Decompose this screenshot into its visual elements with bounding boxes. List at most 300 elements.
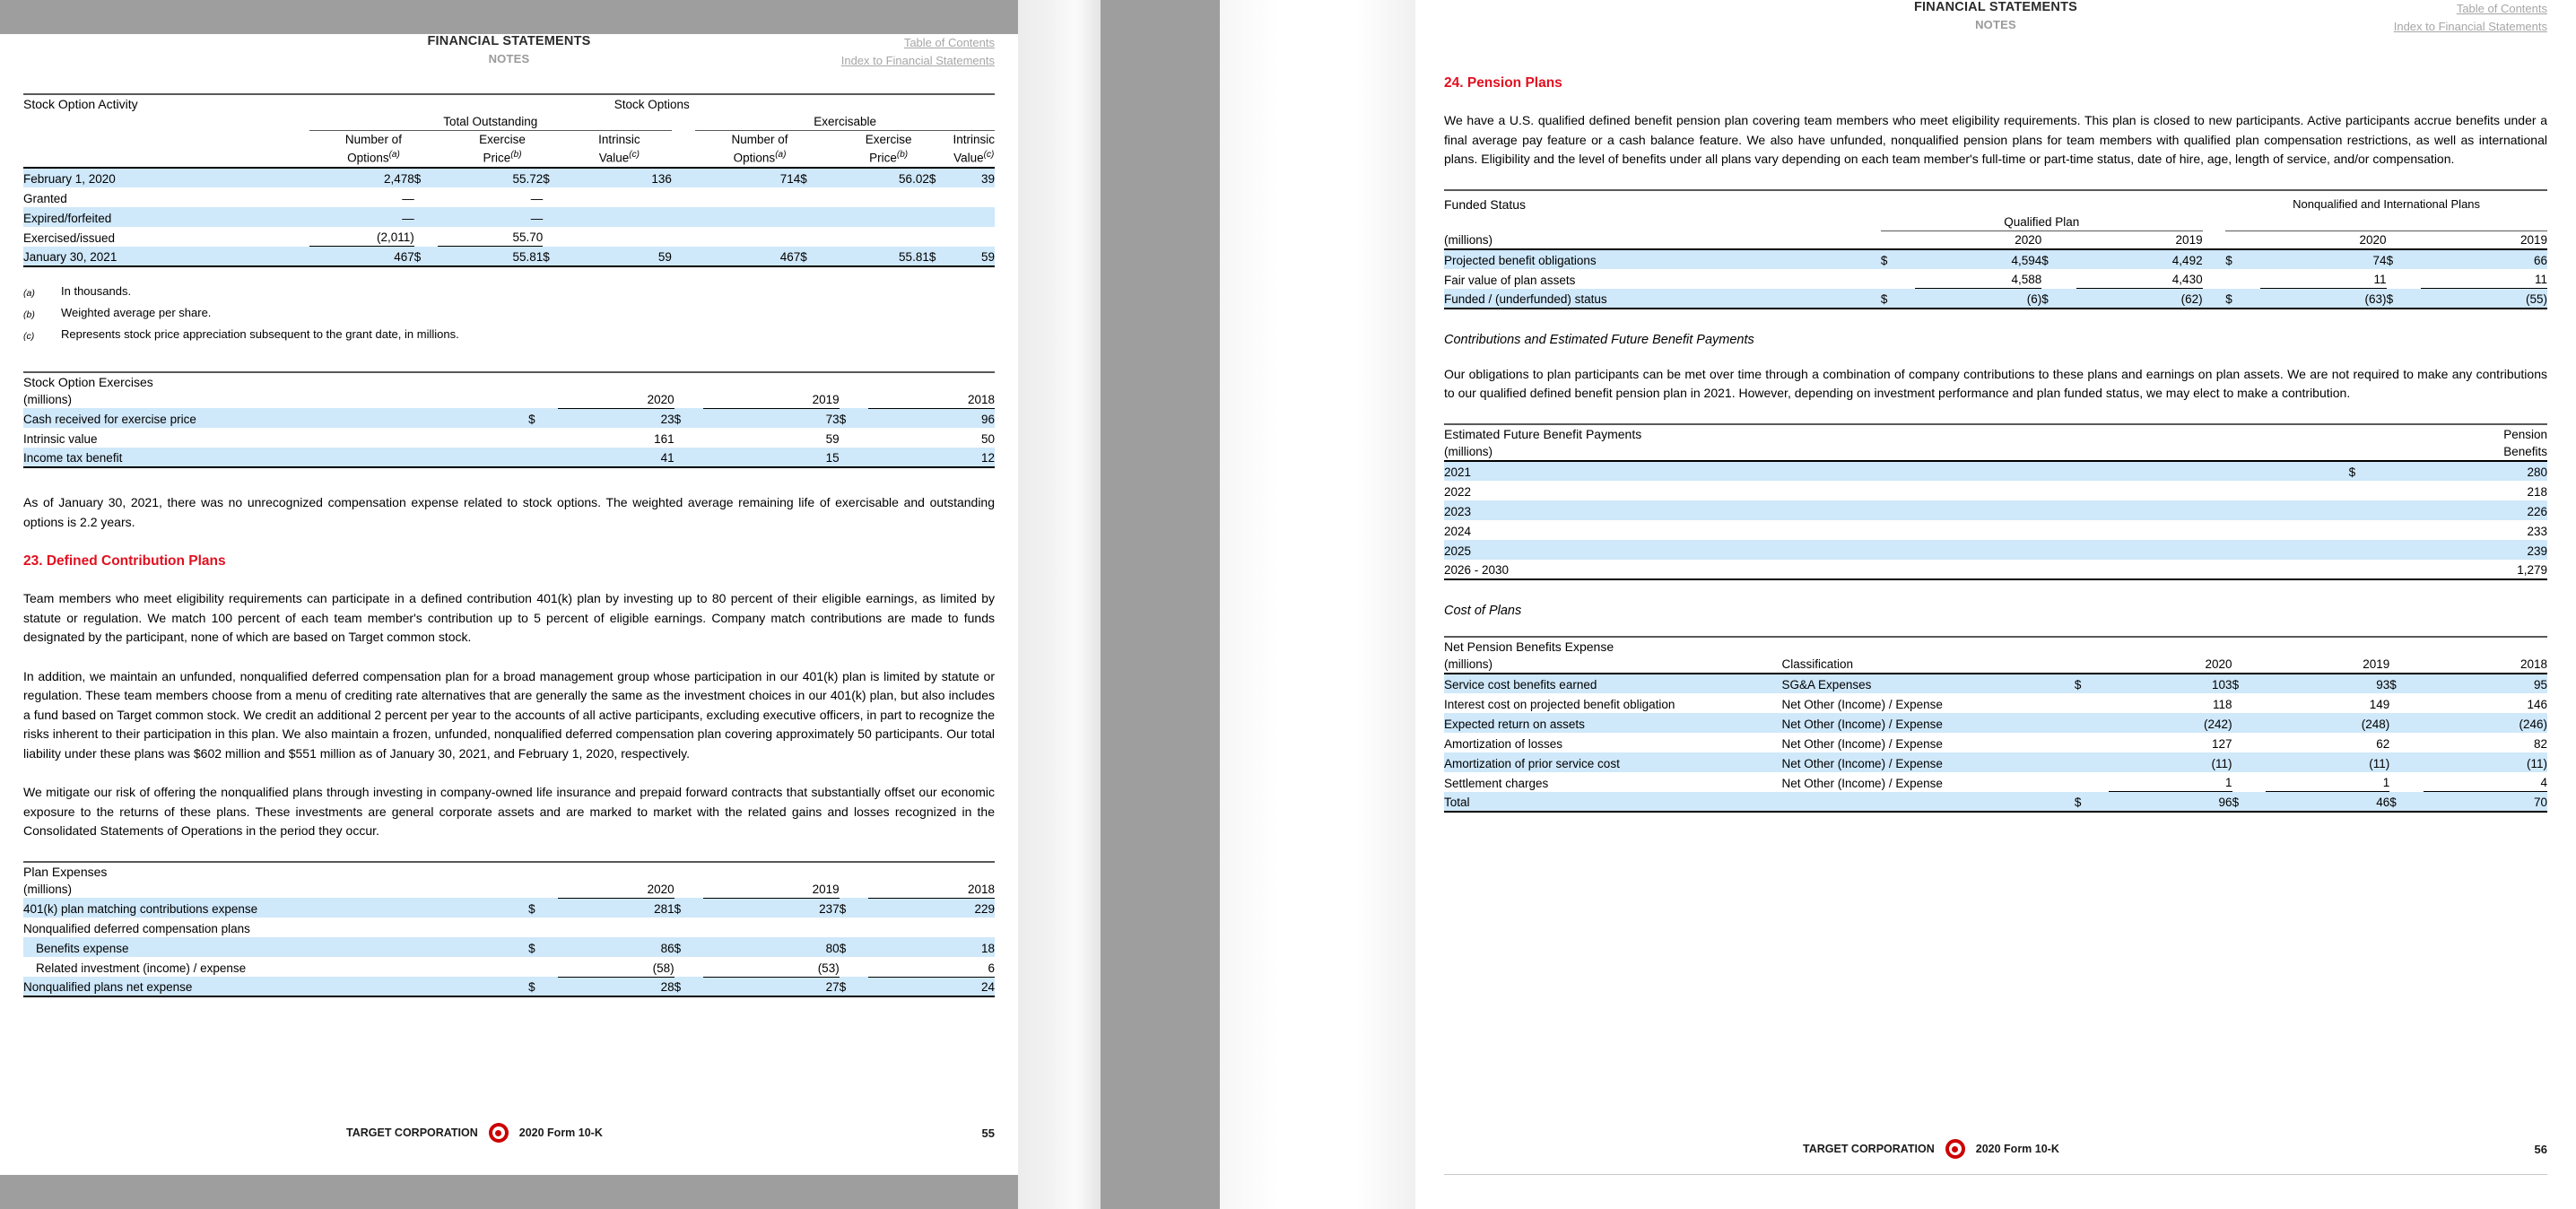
soe-header-row: [23, 391, 995, 409]
soa-row0-ex-price: 56.02: [824, 168, 929, 187]
soe-row0-sym2019: $: [674, 408, 703, 428]
footnote-text-c: Represents stock price appreciation subsequent to the grant date, in millions.: [61, 326, 459, 341]
npe-row2-v2020: (242): [2109, 713, 2232, 733]
fbp-row1-value: 218: [2527, 484, 2547, 499]
soa-row0-label: February 1, 2020: [23, 168, 291, 187]
table-row: [23, 428, 995, 448]
soe-year-2020: 2020: [558, 391, 674, 409]
soe-row1-v2018: 50: [980, 432, 995, 446]
soa-row2-label: Expired/forfeited: [23, 207, 291, 227]
pe-row2-v2019: 80: [703, 937, 840, 957]
npe-row4-v2019: (11): [2266, 752, 2389, 772]
fs-q-2020: 2020: [2015, 232, 2042, 247]
npe-row6-v2019: 46: [2266, 792, 2389, 812]
fs-row1-q20: 4,588: [1915, 269, 2041, 289]
fs-span-nonqualified: Nonqualified and International Plans: [2293, 196, 2481, 211]
pe-row0-v2019: 237: [703, 898, 840, 918]
pane-separator: [1220, 0, 1415, 1209]
npe-row6-classification: [1782, 792, 2075, 812]
table-row: [1444, 560, 2547, 579]
table-row: [1444, 461, 2547, 481]
pe-row4-v2020: 28: [558, 977, 674, 996]
table-row: [1444, 792, 2547, 812]
pe-row4-sym2019: $: [674, 977, 703, 996]
soa-hdr-ex-exercise-price-l2: Price$^{(b)}$: [869, 150, 909, 165]
fbp-title-row: [1444, 424, 2547, 443]
npe-row0-v2020: 103: [2109, 674, 2232, 693]
plan-expenses-table: [23, 861, 995, 998]
list-item: [23, 325, 995, 346]
soa-hdr-ex-number-options-l1: Number of: [731, 133, 788, 146]
fs-row0-n20-sym: $: [2225, 249, 2259, 269]
npe-row5-label: Settlement charges: [1444, 776, 1549, 790]
soa-group-title: Stock Options: [309, 94, 995, 113]
soa-hdr-ex-number-options-l2: Options$^{(a)}$: [733, 150, 787, 165]
soe-row2-label: Income tax benefit: [23, 448, 509, 467]
npe-row5-classification: Net Other (Income) / Expense: [1781, 776, 1943, 790]
fs-row1-label: Fair value of plan assets: [1444, 273, 1576, 287]
pe-row2-sym2019: $: [674, 937, 703, 957]
header-links-r: [2394, 0, 2547, 36]
table-row: [23, 957, 995, 977]
npe-row1-v2019: 149: [2369, 697, 2390, 711]
soa-hdr-exercise-price-l2: Price$^{(b)}$: [483, 150, 522, 165]
pe-row0-sym2019: $: [674, 898, 703, 918]
plan-expenses-title: Plan Expenses: [23, 864, 108, 879]
para-mitigate-risk: We mitigate our risk of offering the nonqualified plans through investing in company-owned life insurance and prepaid forward contracts that substantially offset our economic exposure to the returns of these plans. These investments are general corporate assets and are marked to market with the related gains and losses recognized in the Consolidated Statements of Operations in the period they occur.: [23, 785, 995, 838]
footer-page-number-r: 56: [2534, 1142, 2547, 1156]
footnote-mark-c: (c): [23, 330, 35, 342]
npe-row0-v2018: 95: [2424, 674, 2547, 693]
pe-row0-v2018: 229: [868, 898, 995, 918]
npe-row6-v2020: 96: [2109, 792, 2232, 812]
table-row: [1444, 249, 2547, 269]
fbp-row3-value: 233: [2527, 524, 2547, 538]
npe-row2-label: Expected return on assets: [1444, 713, 1782, 733]
subheading-cost-of-plans: Cost of Plans: [1444, 603, 1522, 618]
pe-row4-v2018: 24: [868, 977, 995, 996]
npe-year-2020: 2020: [2109, 656, 2232, 674]
fs-row2-label: Funded / (underfunded) status: [1444, 289, 1858, 309]
fs-row2-n20-sym: $: [2225, 289, 2259, 309]
soe-title: Stock Option Exercises: [23, 374, 153, 389]
npe-row0-classification: SG&A Expenses: [1782, 674, 2075, 693]
para-401k-plan: Team members who meet eligibility requirements can participate in a defined contribution 401(k) plan by investing up to 80 percent of their eligible earnings, as limited by statute or regulation. We match 100 percent of each team member's contribution up to 5 percent of eligible earnings. Company match contributions are made to funds designated by the participant, none of which are based on Target common stock.: [23, 591, 995, 644]
header-links: [841, 34, 995, 70]
table-row: [1444, 500, 2547, 520]
footer-form-label: 2020 Form 10-K: [518, 1126, 603, 1139]
npe-row0-sym2018: $: [2389, 674, 2424, 693]
soa-hdr-ex-exercise-price-l1: Exercise: [865, 133, 912, 146]
pe-row4-sym2020: $: [528, 977, 557, 996]
soa-hdr-ex-intrinsic-value-l1: Intrinsic: [953, 133, 995, 146]
soa-row2-to-price: —: [438, 207, 543, 227]
table-row: [1444, 269, 2547, 289]
npe-row0-v2019: 93: [2266, 674, 2389, 693]
soe-row0-sym2020: $: [528, 408, 557, 428]
pe-row3-v2019: (53): [703, 957, 840, 977]
pe-row0-label: 401(k) plan matching contributions expense: [23, 898, 509, 918]
soe-row1-label: Intrinsic value: [23, 432, 98, 446]
soa-title-row: [23, 94, 995, 113]
soa-row1-label: Granted: [23, 191, 67, 205]
soa-span-row: [23, 113, 995, 131]
soe-row0-label: Cash received for exercise price: [23, 408, 509, 428]
pe-header-row: [23, 881, 995, 899]
fbp-row0-sym: $: [2349, 461, 2382, 481]
npe-row3-classification: Net Other (Income) / Expense: [1781, 736, 1943, 751]
soa-row3-to-num: (2,011): [309, 227, 414, 247]
fs-row0-n19-sym: $: [2387, 249, 2421, 269]
table-row: [23, 227, 995, 247]
table-row: [1444, 520, 2547, 540]
header-financial-statements: FINANCIAL STATEMENTS: [427, 34, 591, 48]
future-payments-table-wrap: [1444, 423, 2547, 580]
soa-row4-to-price-sym: $: [543, 247, 567, 266]
soa-row4-label: January 30, 2021: [23, 247, 291, 266]
footnote-mark-a: (a): [23, 287, 35, 299]
fs-header-row: [1444, 230, 2547, 249]
soa-row1-to-num: —: [402, 191, 414, 205]
fs-row0-q20-sym: $: [1881, 249, 1915, 269]
soa-hdr-number-options-l1: Number of: [344, 133, 402, 146]
npe-col-classification: Classification: [1781, 657, 1854, 671]
fs-row2-q20-sym: $: [1881, 289, 1915, 309]
npe-row2-v2019: (248): [2266, 713, 2389, 733]
fs-row2-q19-sym: $: [2041, 289, 2076, 309]
link-index-financial-statements-r[interactable]: Index to Financial Statements: [2393, 20, 2547, 33]
soa-row4-to-num-sym: $: [414, 247, 439, 266]
stock-option-exercises-table: [23, 371, 995, 469]
fs-row0-q19: 4,492: [2076, 249, 2203, 269]
npe-row0-sym2019: $: [2232, 674, 2267, 693]
npe-row3-v2018: 82: [2533, 736, 2547, 751]
soa-hdr-number-options-l2: Options$^{(a)}$: [347, 150, 400, 165]
npe-row2-classification: Net Other (Income) / Expense: [1782, 713, 2075, 733]
table-row: [23, 937, 995, 957]
footer-brand-block: [23, 1123, 603, 1143]
fs-row1-q19: 4,430: [2076, 269, 2203, 289]
section-23-heading: 23. Defined Contribution Plans: [23, 553, 226, 569]
header-notes: NOTES: [488, 52, 530, 65]
fs-row0-n19: 66: [2421, 249, 2547, 269]
soa-row0-ex-num-sym: $: [800, 168, 824, 187]
net-pension-expense-table-wrap: [1444, 636, 2547, 813]
future-payments-units: (millions): [1444, 444, 1493, 458]
npe-row0-sym2020: $: [2075, 674, 2109, 693]
fbp-header-row: [1444, 443, 2547, 461]
pe-title-row: [23, 862, 995, 881]
stock-option-exercises-table-wrap: [23, 371, 995, 469]
footnote-mark-b: (b): [23, 309, 35, 320]
soa-row0-to-price-sym: $: [543, 168, 567, 187]
fbp-row2-label: 2023: [1444, 500, 2216, 520]
fs-row2-n20: (63): [2260, 289, 2387, 309]
fbp-row0-label: 2021: [1444, 461, 2216, 481]
table-row: [1444, 540, 2547, 560]
page-55: [0, 34, 1018, 1175]
page-gutter: [1018, 0, 1101, 1209]
footer-brand-block-r: [1444, 1139, 2059, 1159]
npe-row5-v2019: 1: [2266, 772, 2389, 792]
header-notes-r: NOTES: [1975, 18, 2016, 31]
fs-row2-n19-sym: $: [2387, 289, 2421, 309]
soa-row3-label: Exercised/issued: [23, 230, 116, 245]
page-bottom-rule: [1444, 1174, 2547, 1175]
plan-expenses-table-wrap: [23, 861, 995, 998]
fs-title-row: [1444, 190, 2547, 213]
footnote-text-b: Weighted average per share.: [61, 305, 212, 319]
soa-row4-ex-num: 467: [695, 247, 800, 266]
pe-row2-v2018: 18: [868, 937, 995, 957]
soa-hdr-intrinsic-value-l1: Intrinsic: [598, 133, 640, 146]
fbp-row4-value: 239: [2381, 540, 2547, 560]
fbp-row4-label: 2025: [1444, 540, 2216, 560]
pe-row0-sym2020: $: [528, 898, 557, 918]
fs-q-2019: 2019: [2175, 232, 2203, 247]
pe-row2-sym2020: $: [528, 937, 557, 957]
soa-row4-ex-price-sym: $: [929, 247, 953, 266]
pe-row1-label: Nonqualified deferred compensation plans: [23, 922, 250, 935]
soa-row4-ex-price: 55.81: [824, 247, 929, 266]
npe-row6-sym2019: $: [2232, 792, 2267, 812]
table-row: [1444, 481, 2547, 500]
fbp-row0-value: 280: [2381, 461, 2547, 481]
soe-row2-v2019: 15: [703, 448, 840, 467]
npe-row0-label: Service cost benefits earned: [1444, 674, 1782, 693]
funded-status-units: (millions): [1444, 232, 1493, 247]
fbp-col-pension: Pension: [2503, 427, 2547, 441]
npe-header-row: [1444, 656, 2547, 674]
subheading-contributions: Contributions and Estimated Future Benefit Payments: [1444, 332, 1754, 347]
fs-row1-n20: 11: [2260, 269, 2387, 289]
soa-hdr-intrinsic-value-l2: Value$^{(c)}$: [598, 150, 640, 165]
soe-row2-v2018: 12: [868, 448, 995, 467]
left-page-pane: [0, 0, 1220, 1209]
page-55-header: [23, 34, 995, 84]
npe-row4-v2020: (11): [2109, 752, 2232, 772]
pe-row4-v2019: 27: [703, 977, 840, 996]
funded-status-table: [1444, 189, 2547, 309]
footer-company-name-r: TARGET CORPORATION: [1803, 1143, 1935, 1155]
soe-row2-v2020: 41: [558, 448, 674, 467]
page-56: [1415, 0, 2576, 1209]
footnote-text-a: In thousands.: [61, 283, 132, 298]
soe-row0-v2020: 23: [558, 408, 674, 428]
pe-year-2020: 2020: [558, 881, 674, 899]
soa-row0-ex-num: 714: [695, 168, 800, 187]
soe-title-row: [23, 372, 995, 391]
table-row: [1444, 693, 2547, 713]
stock-option-activity-table-wrap: [23, 93, 995, 267]
soa-row2-to-num: —: [309, 207, 414, 227]
npe-row5-v2020: 1: [2109, 772, 2232, 792]
table-row: [23, 977, 995, 996]
soa-row4-to-intr: 59: [567, 247, 672, 266]
net-pension-expense-title: Net Pension Benefits Expense: [1444, 639, 1614, 654]
soe-units: (millions): [23, 393, 72, 406]
npe-row6-sym2020: $: [2075, 792, 2109, 812]
npe-year-2019: 2019: [2266, 656, 2389, 674]
para-obligations: Our obligations to plan participants can be met over time through a combination of company contributions to these plans and earnings on plan assets. We are not required to make any contributions to our qualified defined benefit pension plan in 2021. However, depending on investment performance and plan funded status, we may elect to make a contribution.: [1444, 366, 2547, 400]
soe-row0-v2019: 73: [703, 408, 840, 428]
net-pension-expense-units: (millions): [1444, 657, 1493, 671]
npe-row3-v2020: 127: [2212, 736, 2232, 751]
table-row: [1444, 752, 2547, 772]
table-row: [23, 247, 995, 266]
npe-row3-v2019: 62: [2376, 736, 2390, 751]
soa-hdr-exercise-price-l1: Exercise: [479, 133, 526, 146]
target-bullseye-icon: [1945, 1139, 1965, 1159]
table-row: [23, 168, 995, 187]
para-unrecognized-expense: As of January 30, 2021, there was no unrecognized compensation expense related to stock options. The weighted average remaining life of exercisable and outstanding options is 2.2 years.: [23, 495, 995, 529]
table-row: [1444, 772, 2547, 792]
table-row: [23, 207, 995, 227]
table-row: [23, 408, 995, 428]
pe-row3-v2020: (58): [558, 957, 674, 977]
fs-row1-n19: 11: [2421, 269, 2547, 289]
pe-year-2019: 2019: [703, 881, 840, 899]
soa-span-total-outstanding: Total Outstanding: [309, 113, 672, 131]
fs-span-row: [1444, 213, 2547, 231]
table-row: [23, 898, 995, 918]
soe-year-2018: 2018: [868, 391, 995, 409]
npe-row4-v2018: (11): [2424, 752, 2547, 772]
plan-expenses-units: (millions): [23, 883, 72, 896]
future-payments-title: Estimated Future Benefit Payments: [1444, 426, 1642, 441]
pe-row2-v2020: 86: [558, 937, 674, 957]
table-row: [1444, 733, 2547, 752]
section-24-heading: 24. Pension Plans: [1444, 75, 1562, 91]
soa-row0-to-intr: 136: [567, 168, 672, 187]
npe-row6-label: Total: [1444, 792, 1782, 812]
pe-row2-sym2018: $: [840, 937, 868, 957]
soa-row4-to-price: 55.81: [438, 247, 543, 266]
soa-title: Stock Option Activity: [23, 97, 138, 111]
npe-row2-v2018: (246): [2424, 713, 2547, 733]
fbp-row1-label: 2022: [1444, 484, 1472, 499]
npe-row4-classification: Net Other (Income) / Expense: [1782, 752, 2075, 772]
pe-row4-sym2018: $: [840, 977, 868, 996]
soe-row0-v2018: 96: [868, 408, 995, 428]
npe-row1-classification: Net Other (Income) / Expense: [1781, 697, 1943, 711]
fbp-row5-value: 1,279: [2381, 560, 2547, 579]
funded-status-title: Funded Status: [1444, 196, 1527, 212]
list-item: [23, 303, 995, 325]
fs-row0-n20: 74: [2260, 249, 2387, 269]
future-benefit-payments-table: [1444, 423, 2547, 580]
header-financial-statements-r: FINANCIAL STATEMENTS: [1913, 0, 2078, 14]
soa-colhdr-row1: [23, 131, 995, 149]
fs-span-qualified: Qualified Plan: [1881, 213, 2203, 231]
soa-row0-to-num-sym: $: [414, 168, 439, 187]
page-56-footer: [1444, 1139, 2547, 1159]
table-row: [1444, 713, 2547, 733]
npe-year-2018: 2018: [2424, 656, 2547, 674]
fbp-row3-label: 2024: [1444, 524, 1472, 538]
pe-year-2018: 2018: [868, 881, 995, 899]
footer-form-label-r: 2020 Form 10-K: [1975, 1143, 2059, 1155]
table-row: [23, 448, 995, 467]
para-deferred-compensation: In addition, we maintain an unfunded, nonqualified deferred compensation plan for a broad management group whose participation in our 401(k) plan is limited by statute or regulation. These team members choose from a menu of crediting rate alternatives that are generally the same as the investment choices in our 401(k) plan, but also includes a fund based on Target common stock. We credit an additional 2 percent per year to the accounts of all active participants, excluding executive officers, in part to recognize the risks inherent to their participation in this plan. We also maintain a frozen, unfunded, nonqualified deferred compensation plan covering approximately 50 participants. Our total liability under these plans was $602 million and $551 million as of January 30, 2021, and February 1, 2020, respectively.: [23, 668, 995, 761]
soe-row0-sym2018: $: [840, 408, 868, 428]
fs-row2-q20: (6): [1915, 289, 2041, 309]
fbp-col-benefits: Benefits: [2381, 443, 2547, 461]
table-row: [23, 918, 995, 937]
table-row: [1444, 289, 2547, 309]
pe-row0-v2020: 281: [558, 898, 674, 918]
npe-row4-label: Amortization of prior service cost: [1444, 752, 1782, 772]
fs-row0-q19-sym: $: [2041, 249, 2076, 269]
fs-n-2019: 2019: [2519, 232, 2547, 247]
stock-option-activity-footnotes: [23, 282, 995, 346]
soa-row0-ex-intr: 39: [953, 168, 995, 187]
target-bullseye-icon: [489, 1123, 509, 1143]
soa-row4-ex-num-sym: $: [800, 247, 824, 266]
link-table-of-contents[interactable]: Table of Contents: [903, 36, 995, 49]
soa-row0-to-num: 2,478: [309, 168, 414, 187]
soa-row4-ex-intr: 59: [953, 247, 995, 266]
fs-row0-label: Projected benefit obligations: [1444, 249, 1858, 269]
page-55-footer: [23, 1123, 995, 1143]
net-pension-benefits-expense-table: [1444, 636, 2547, 813]
pe-row4-label: Nonqualified plans net expense: [23, 977, 509, 996]
soe-row1-v2020: 161: [654, 432, 674, 446]
npe-row6-sym2018: $: [2389, 792, 2424, 812]
stock-option-activity-table: [23, 93, 995, 267]
pe-row0-sym2018: $: [840, 898, 868, 918]
soa-row0-ex-price-sym: $: [929, 168, 953, 187]
footer-page-number: 55: [981, 1126, 995, 1140]
header-center-block-r: [1444, 0, 2547, 31]
npe-row1-label: Interest cost on projected benefit obligation: [1444, 697, 1675, 711]
soe-row1-v2019: 59: [825, 432, 840, 446]
npe-row5-v2018: 4: [2424, 772, 2547, 792]
link-index-financial-statements[interactable]: Index to Financial Statements: [840, 54, 995, 67]
soa-row4-to-num: 467: [309, 247, 414, 266]
fs-row2-n19: (55): [2421, 289, 2547, 309]
fbp-row5-label: 2026 - 2030: [1444, 560, 2216, 579]
soa-colhdr-row2: [23, 148, 995, 168]
pe-row3-v2018: 6: [868, 957, 995, 977]
soe-year-2019: 2019: [703, 391, 840, 409]
npe-title-row: [1444, 637, 2547, 656]
table-row: [23, 187, 995, 207]
pe-row3-label: Related investment (income) / expense: [36, 961, 247, 975]
fs-n-2020: 2020: [2359, 232, 2387, 247]
list-item: [23, 282, 995, 303]
npe-row6-v2018: 70: [2424, 792, 2547, 812]
footer-company-name: TARGET CORPORATION: [346, 1126, 478, 1139]
fs-row2-q19: (62): [2076, 289, 2203, 309]
table-row: [1444, 674, 2547, 693]
link-table-of-contents-r[interactable]: Table of Contents: [2456, 2, 2547, 15]
soa-row1-to-price: —: [530, 191, 544, 205]
npe-row3-label: Amortization of losses: [1444, 736, 1563, 751]
right-page-pane: [1415, 0, 2576, 1209]
funded-status-table-wrap: [1444, 189, 2547, 309]
fs-row0-q20: 4,594: [1915, 249, 2041, 269]
npe-row1-v2020: 118: [2213, 697, 2232, 711]
pe-row2-label: Benefits expense: [23, 937, 509, 957]
npe-row1-v2018: 146: [2527, 697, 2547, 711]
page-56-header: [1444, 0, 2547, 50]
fbp-row2-value: 226: [2381, 500, 2547, 520]
soa-row3-to-price: 55.70: [438, 227, 543, 247]
soa-span-exercisable: Exercisable: [695, 113, 995, 131]
soa-hdr-ex-intrinsic-value-l2: Value$^{(c)}$: [953, 150, 995, 165]
soa-row0-to-price: 55.72: [438, 168, 543, 187]
